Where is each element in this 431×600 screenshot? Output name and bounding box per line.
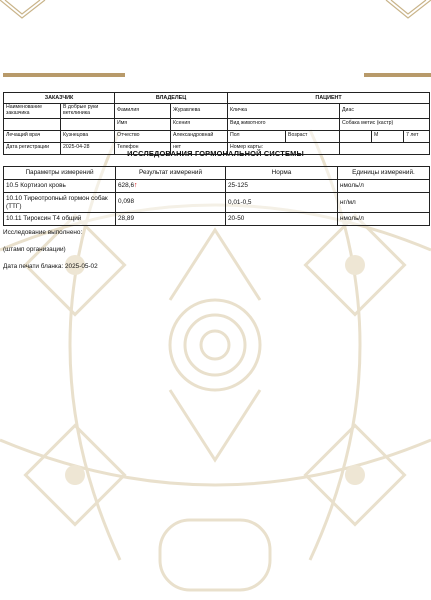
registry-row	[4, 118, 430, 130]
registry-row	[4, 130, 430, 142]
registry-value: Ксения	[171, 118, 228, 130]
result-row	[4, 213, 430, 226]
results-header-param: Параметры измерений	[4, 167, 116, 180]
registry-label: Лечащий врач	[4, 130, 61, 142]
registry-label: Кличка	[228, 104, 340, 119]
registry-label: Номер карты:	[228, 142, 340, 154]
result-unit: нг/мл	[338, 193, 430, 213]
registry-value: нет	[171, 142, 228, 154]
results-header-value: Результат измерений	[116, 167, 226, 180]
owner-header: ВЛАДЕЛЕЦ	[115, 93, 228, 104]
result-value-cell	[116, 213, 226, 226]
registry-table	[3, 92, 430, 155]
performed-by-label: Исследование выполнено:	[3, 229, 83, 236]
registry-label: Отчество	[115, 130, 171, 142]
registry-label: Телефон	[115, 142, 171, 154]
registry-label: Фамилия	[115, 104, 171, 119]
registry-label: Возраст	[286, 130, 340, 142]
registry-value: Собака метис (кастр)	[340, 118, 430, 130]
stamp-placeholder: (штамп организации)	[3, 246, 66, 253]
result-row	[4, 180, 430, 193]
result-param: 10.10 Тиреотропный гормон собак (ТТГ)	[4, 193, 116, 213]
registry-value: В добрые руки ветклиника	[61, 104, 115, 119]
results-table	[3, 166, 430, 226]
registry-value: Журавлева	[171, 104, 228, 119]
high-flag-icon: ↑	[134, 181, 138, 189]
registry-label: Имя	[115, 118, 171, 130]
registry-value: Кузнецова	[61, 130, 115, 142]
result-norm: 0,01-0,5	[226, 193, 338, 213]
registry-row	[4, 104, 430, 119]
result-value: 28,89	[118, 214, 134, 222]
registry-value: 2025-04-28	[61, 142, 115, 154]
print-date: Дата печати бланка: 2025-05-02	[3, 263, 98, 270]
registry-value	[340, 130, 372, 142]
registry-label: Дата регистрации	[4, 142, 61, 154]
result-param: 10.5 Кортизол кровь	[4, 180, 116, 193]
result-value: 0,098	[118, 198, 134, 206]
result-param: 10.11 Тироксин Т4 общий	[4, 213, 116, 226]
registry-label: Вид животного	[228, 118, 340, 130]
registry-label: Пол	[228, 130, 286, 142]
registry-value: М	[372, 130, 404, 142]
registry-value: Александровнай	[171, 130, 228, 142]
result-unit: нмоль/л	[338, 180, 430, 193]
registry-value: 7 лет	[404, 130, 430, 142]
registry-value: Диас	[340, 104, 430, 119]
result-norm: 25-125	[226, 180, 338, 193]
registry-value	[61, 118, 115, 130]
result-value-cell	[116, 180, 226, 193]
result-value-cell	[116, 193, 226, 213]
customer-header: ЗАКАЗЧИК	[4, 93, 115, 104]
result-norm: 20-50	[226, 213, 338, 226]
result-value: 628,6	[118, 181, 134, 189]
registry-label: Наименование заказчика	[4, 104, 61, 119]
registry-label	[4, 118, 61, 130]
results-header-norm: Норма	[226, 167, 338, 180]
section-title: ИССЛЕДОВАНИЯ ГОРМОНАЛЬНОЙ СИСТЕМЫ	[127, 149, 304, 158]
result-unit: нмоль/л	[338, 213, 430, 226]
result-row	[4, 193, 430, 213]
patient-header: ПАЦИЕНТ	[228, 93, 430, 104]
results-header-unit: Единицы измерений.	[338, 167, 430, 180]
